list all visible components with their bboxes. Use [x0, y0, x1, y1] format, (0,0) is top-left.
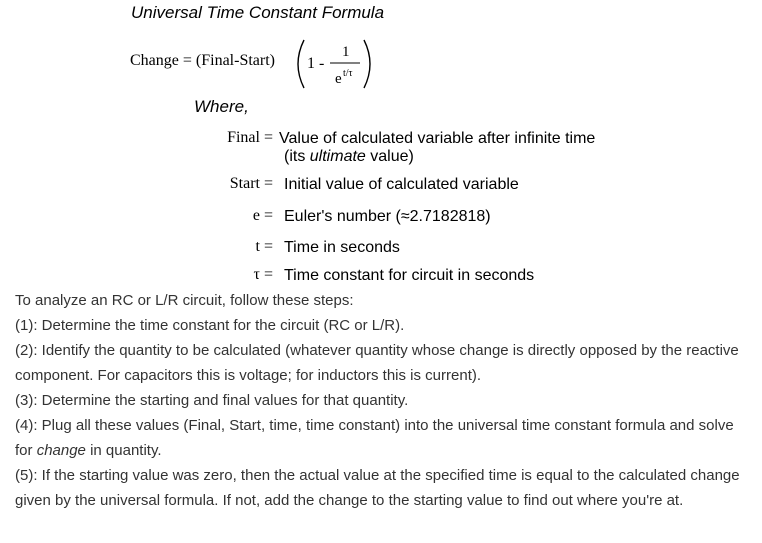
def-value-e: Euler's number (≈2.7182818)	[284, 208, 491, 225]
def-value-tau: Time constant for circuit in seconds	[284, 267, 535, 284]
step-3: (3): Determine the starting and final values for that quantity.	[15, 392, 409, 409]
fraction-numerator: 1	[342, 44, 350, 60]
formula-block	[130, 36, 390, 92]
def-value-t: Time in seconds	[284, 239, 400, 256]
def-value-start: Initial value of calculated variable	[284, 176, 519, 193]
formula-title: Universal Time Constant Formula	[131, 3, 385, 22]
step-5: (5): If the starting value was zero, then the actual value at the specified time is equal to the calculated change given by the universal formula. If not, add the change to the starting value to find out where you're at.	[15, 467, 740, 509]
step-2: (2): Identify the quantity to be calculated (whatever quantity whose change is directly opposed by the reactive component. For capacitors this is voltage; for inductors this is current).	[15, 342, 739, 384]
def-value-final: Value of calculated variable after infinite time	[279, 130, 596, 147]
def-key-final: Final =	[227, 129, 273, 146]
where-label: Where,	[194, 97, 249, 116]
fraction-exponent: t/τ	[343, 68, 353, 79]
formula-lhs: Change = (Final-Start)	[130, 52, 275, 69]
step-4: (4): Plug all these values (Final, Start, time, time constant) into the universal time constant formula and solve for change in quantity.	[15, 417, 734, 459]
step-1: (1): Determine the time constant for the circuit (RC or L/R).	[15, 317, 405, 334]
def-key-tau: τ =	[253, 266, 273, 283]
one-minus: 1 -	[307, 55, 325, 72]
formula-fraction-graphic	[290, 36, 390, 92]
def-key-t: t =	[255, 238, 273, 255]
left-paren	[298, 40, 304, 88]
steps-intro: To analyze an RC or L/R circuit, follow these steps:	[15, 292, 354, 309]
right-paren	[364, 40, 370, 88]
def-value-final-line2: (its ultimate value)	[284, 148, 414, 165]
fraction-denominator: e	[335, 71, 342, 87]
def-key-start: Start =	[229, 175, 273, 192]
def-key-e: e =	[252, 207, 273, 224]
